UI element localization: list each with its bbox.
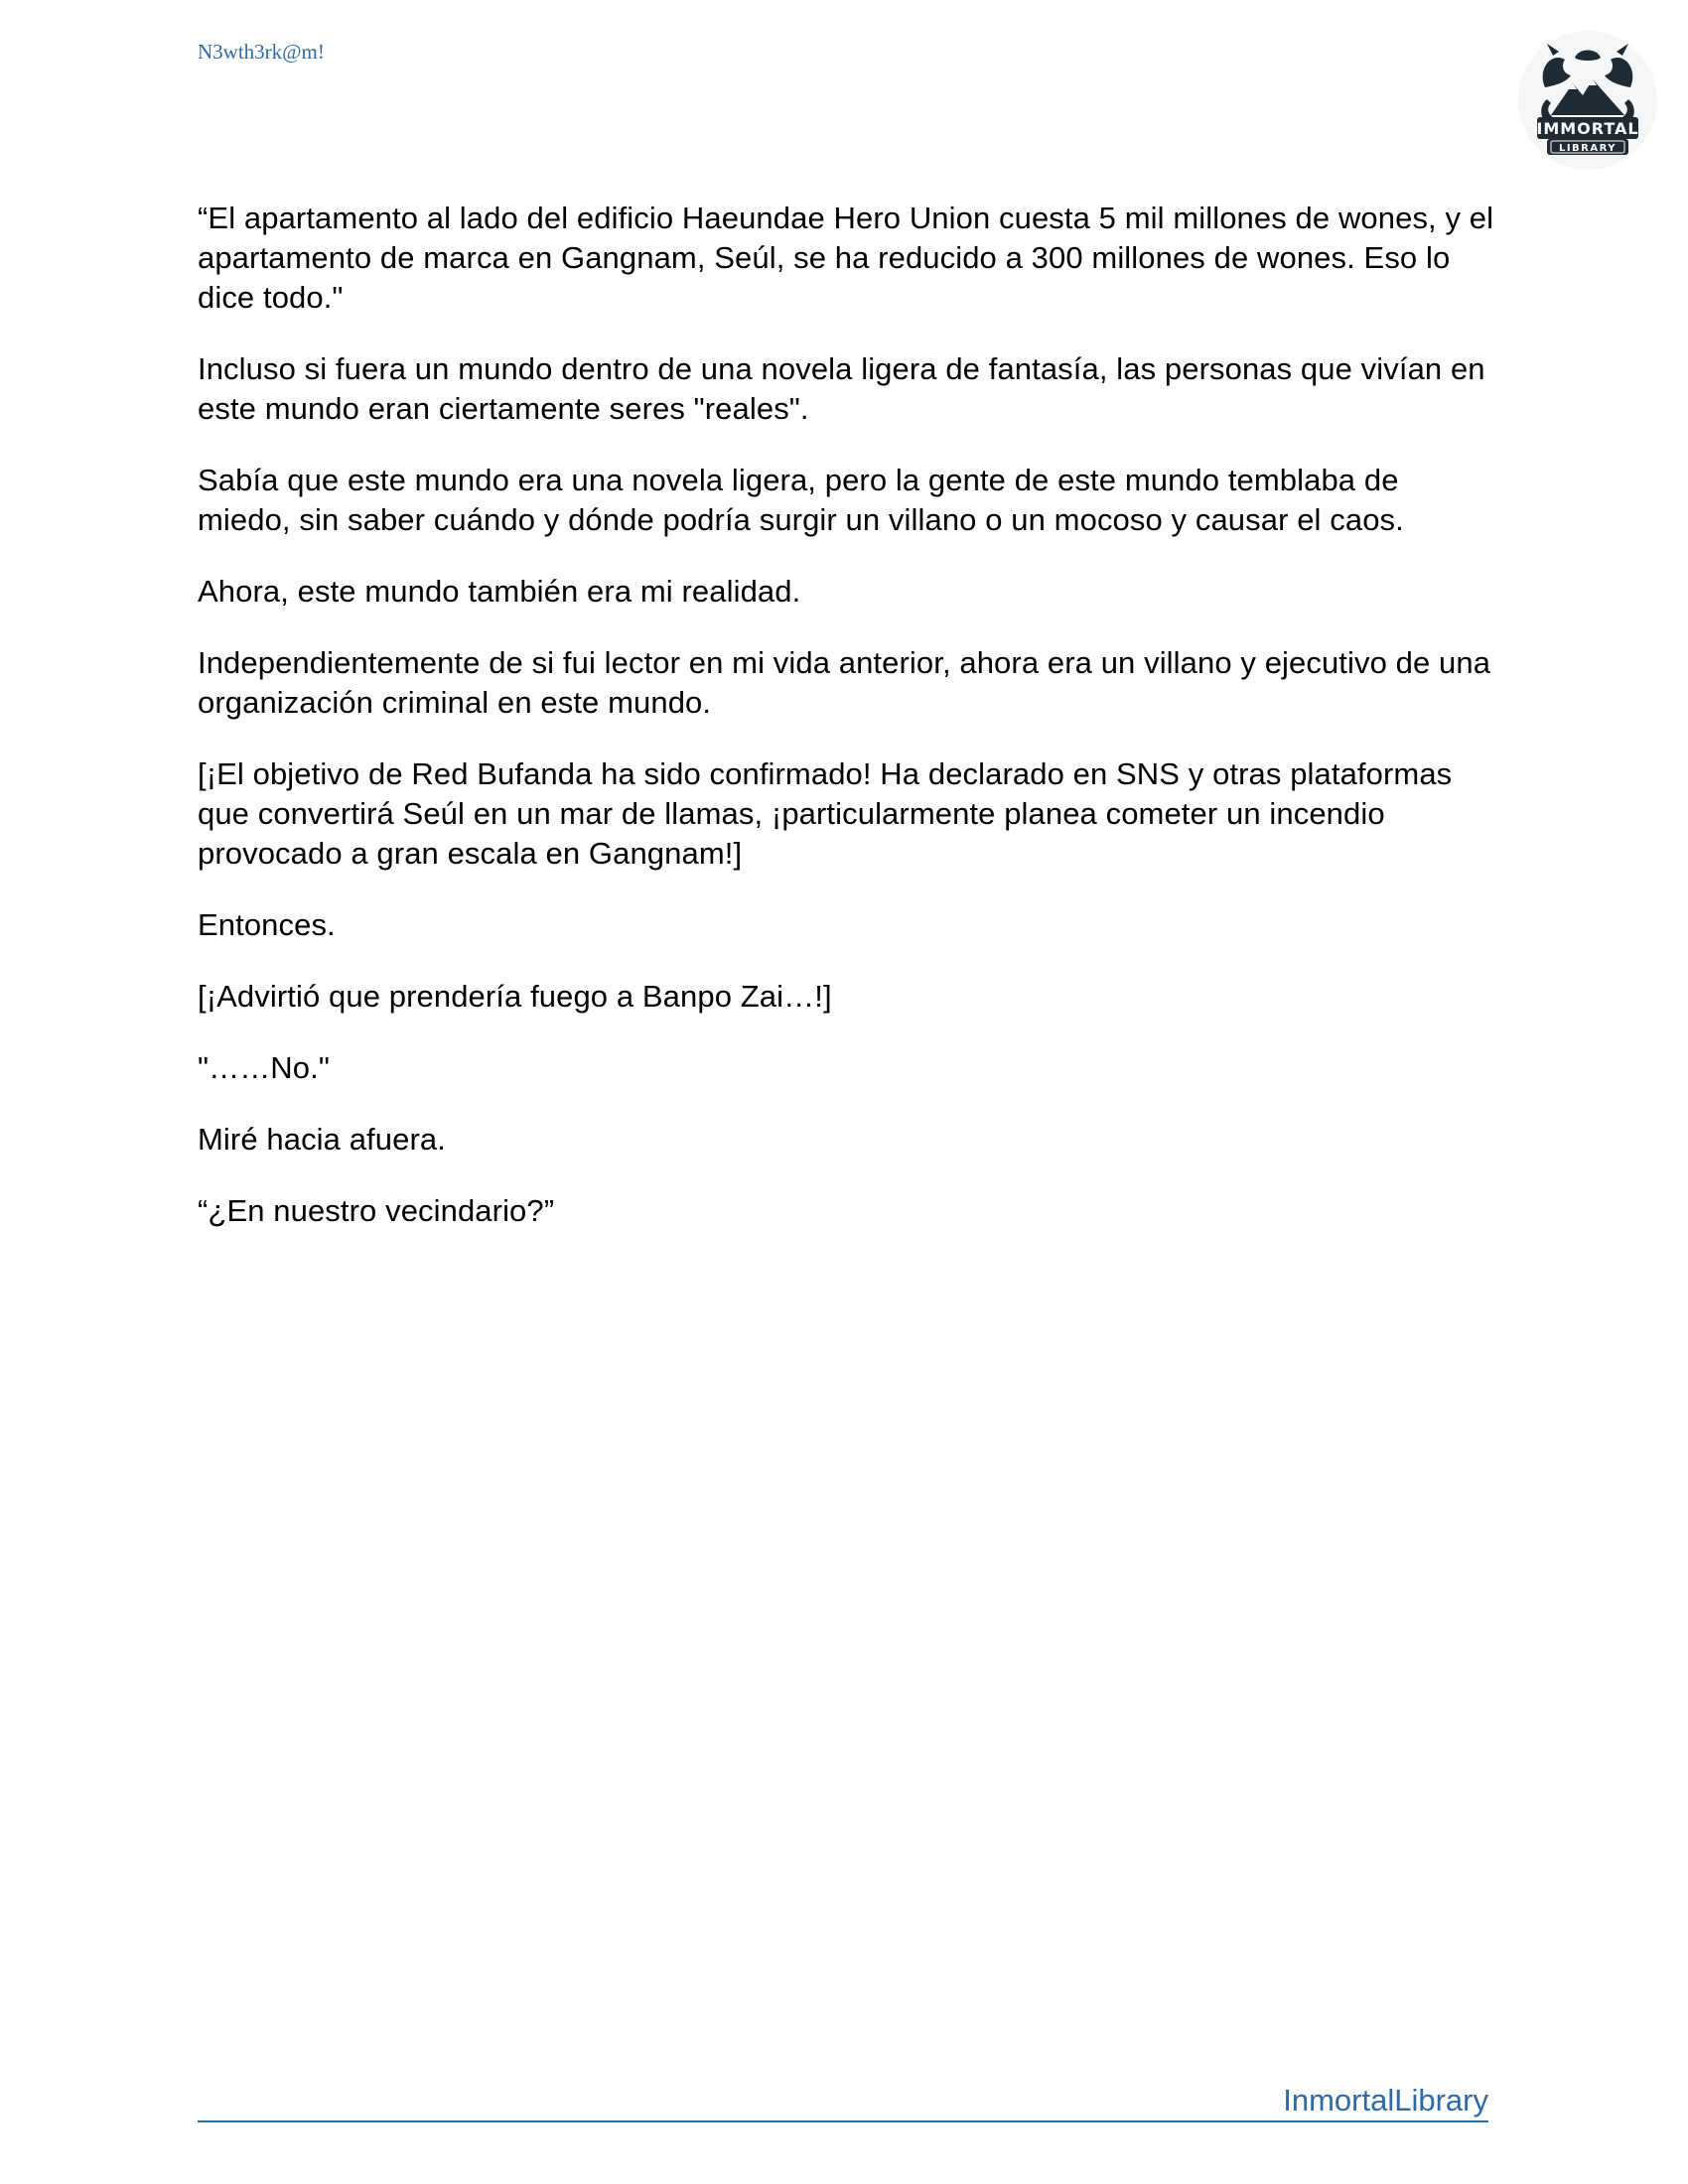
header-signature: N3wth3rk@m! [198, 40, 325, 64]
paragraph: Ahora, este mundo también era mi realidad. [198, 574, 801, 609]
paragraph: Independientemente de si fui lector en mi vida anterior, ahora era un villano y ejecutivo de una organización criminal en este mundo. [198, 645, 1491, 720]
chapter-body [198, 199, 1498, 1263]
paragraph: Miré hacia afuera. [198, 1122, 446, 1157]
dragon-logo-icon [1517, 30, 1658, 171]
logo-text-bottom: LIBRARY [1558, 143, 1618, 154]
paragraph: Sabía que este mundo era una novela ligera, pero la gente de este mundo temblaba de miedo, sin saber cuándo y dónde podría surgir un villano o un mocoso y causar el caos. [198, 463, 1404, 537]
footer-library-link[interactable] [198, 2081, 1488, 2122]
paragraph: [¡El objetivo de Red Bufanda ha sido confirmado! Ha declarado en SNS y otras plataformas que convertirá Seúl en un mar de llamas, ¡particularmente planea cometer un incendio provocado a gran escala en Gangnam!] [198, 756, 1453, 871]
footer-link-label: InmortalLibrary [1283, 2083, 1488, 2117]
paragraph: “El apartamento al lado del edificio Haeundae Hero Union cuesta 5 mil millones de wones, y el apartamento de marca en Gangnam, Seúl, se ha reducido a 300 millones de wones. Eso lo dice todo." [198, 201, 1494, 315]
paragraph: “¿En nuestro vecindario?” [198, 1193, 555, 1228]
logo-text-top: IMMORTAL [1536, 119, 1639, 138]
paragraph: Incluso si fuera un mundo dentro de una novela ligera de fantasía, las personas que vivían en este mundo eran ciertamente seres "reales". [198, 351, 1485, 426]
paragraph: Entonces. [198, 907, 336, 942]
paragraph: "……No." [198, 1050, 330, 1085]
paragraph: [¡Advirtió que prendería fuego a Banpo Zai…!] [198, 979, 832, 1014]
immortal-library-logo [1517, 30, 1658, 171]
